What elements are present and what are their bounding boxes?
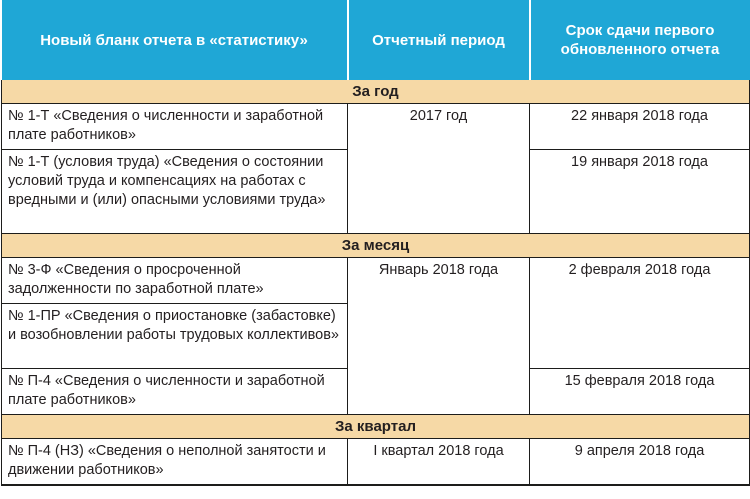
header-reporting-period: Отчетный период (348, 0, 530, 80)
section-title: За месяц (2, 234, 750, 258)
section-row-month (2, 234, 750, 258)
section-row-year (2, 80, 750, 104)
form-name: № 1-Т «Сведения о численности и заработной плате работников» (2, 104, 348, 150)
section-title: За год (2, 80, 750, 104)
header-new-form: Новый бланк отчета в «статистику» (2, 0, 348, 80)
deadline: 22 января 2018 года (530, 104, 750, 150)
form-name: № 1-Т (условия труда) «Сведения о состоянии условий труда и компенсациях на работах с вредными и (или) опасными условиями труда» (2, 150, 348, 234)
form-name: № 3-Ф «Сведения о просроченной задолженности по заработной плате» (2, 258, 348, 304)
header-deadline: Срок сдачи первого обновленного отчета (530, 0, 750, 80)
form-name: № П-4 (НЗ) «Сведения о неполной занятости и движении работников» (2, 439, 348, 486)
section-title: За квартал (2, 415, 750, 439)
reporting-period: I квартал 2018 года (348, 439, 530, 486)
reporting-period: 2017 год (348, 104, 530, 234)
deadline: 9 апреля 2018 года (530, 439, 750, 486)
deadline: 2 февраля 2018 года (530, 258, 750, 369)
deadline: 19 января 2018 года (530, 150, 750, 234)
header-row (2, 0, 750, 80)
statistics-forms-table (1, 0, 750, 486)
reporting-period: Январь 2018 года (348, 258, 530, 415)
form-name: № 1-ПР «Сведения о приостановке (забастовке) и возобновлении работы трудовых коллективов» (2, 304, 348, 369)
table-row (2, 258, 750, 304)
form-name: № П-4 «Сведения о численности и заработной плате работников» (2, 369, 348, 415)
table-row (2, 439, 750, 486)
table-row (2, 104, 750, 150)
section-row-quarter (2, 415, 750, 439)
deadline: 15 февраля 2018 года (530, 369, 750, 415)
